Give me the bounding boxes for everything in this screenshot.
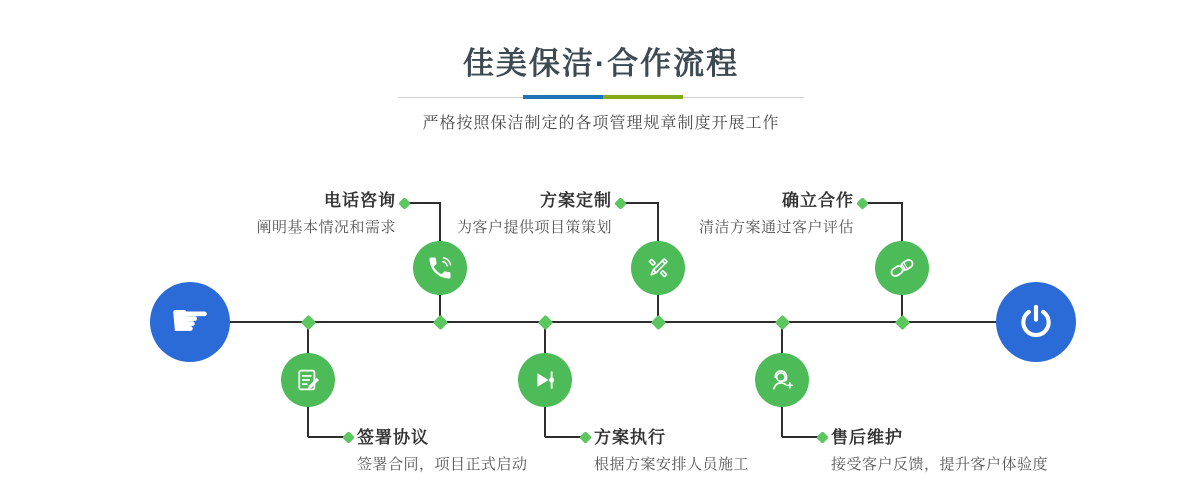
step-circle-sign xyxy=(281,353,335,407)
end-endpoint xyxy=(996,282,1076,362)
label-diamond xyxy=(398,197,411,210)
label-diamond xyxy=(579,431,592,444)
step-label-cooperation xyxy=(699,190,854,238)
handshake-icon xyxy=(887,253,917,283)
headset-plus-icon xyxy=(768,366,796,394)
step-desc: 接受客户反馈，提升客户体验度 xyxy=(831,456,1049,473)
phone-icon xyxy=(426,254,454,282)
step-title: 售后维护 xyxy=(831,428,903,447)
label-diamond xyxy=(816,431,829,444)
step-desc: 阐明基本情况和需求 xyxy=(256,219,396,236)
step-circle-plan xyxy=(631,241,685,295)
step-title: 签署协议 xyxy=(357,428,429,447)
timeline-line xyxy=(230,321,996,323)
timeline-node-diamond xyxy=(650,314,666,330)
step-circle-phone xyxy=(413,241,467,295)
divider-blue-segment xyxy=(523,95,603,99)
document-pen-icon xyxy=(294,366,322,394)
page-title: 佳美保洁·合作流程 xyxy=(462,46,740,81)
label-diamond xyxy=(614,197,627,210)
timeline-node-diamond xyxy=(300,314,316,330)
power-icon xyxy=(1017,303,1055,341)
pointing-hand-icon: ☛ xyxy=(169,293,211,347)
timeline-node-diamond xyxy=(774,314,790,330)
step-desc: 签署合同，项目正式启动 xyxy=(357,456,528,473)
step-label-execute xyxy=(594,427,749,475)
crossed-pencils-icon xyxy=(644,254,672,282)
step-label-sign xyxy=(357,427,528,475)
label-diamond xyxy=(342,431,355,444)
step-desc: 为客户提供项目策策划 xyxy=(456,219,612,236)
step-title: 确立合作 xyxy=(782,191,854,210)
timeline-node-diamond xyxy=(894,314,910,330)
step-label-aftersales xyxy=(831,427,1048,475)
title-divider xyxy=(398,95,804,100)
divider-green-segment xyxy=(603,95,683,99)
label-diamond xyxy=(856,197,869,210)
step-circle-execute xyxy=(518,353,572,407)
step-label-phone xyxy=(256,190,396,238)
step-circle-aftersales xyxy=(755,353,809,407)
play-slider-icon xyxy=(531,366,559,394)
step-title: 电话咨询 xyxy=(324,191,396,210)
timeline-node-diamond xyxy=(432,314,448,330)
step-label-plan xyxy=(457,190,612,238)
step-title: 方案执行 xyxy=(594,428,666,447)
start-endpoint xyxy=(150,282,230,362)
timeline-node-diamond xyxy=(537,314,553,330)
step-desc: 清洁方案通过客户评估 xyxy=(698,219,854,236)
step-desc: 根据方案安排人员施工 xyxy=(594,456,750,473)
step-circle-cooperation xyxy=(875,241,929,295)
step-title: 方案定制 xyxy=(540,191,612,210)
page-subtitle: 严格按照保洁制定的各项管理规章制度开展工作 xyxy=(422,115,780,132)
